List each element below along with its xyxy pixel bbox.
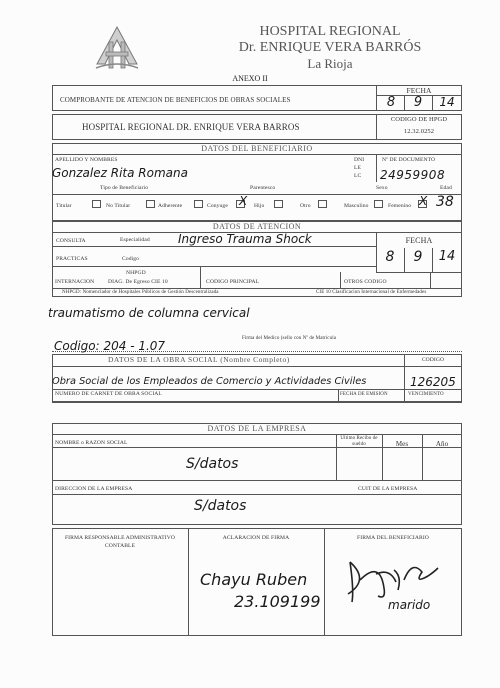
- receipt-title: COMPROBANTE DE ATENCION DE BENEFICIOS DE OBRAS SOCIALES: [60, 96, 291, 104]
- option-masculino: Masculino: [344, 203, 369, 209]
- doc-type-le: LE: [354, 165, 362, 171]
- hospital-name: HOSPITAL REGIONAL DR. ENRIQUE VERA BARROS: [82, 122, 300, 132]
- practicas-label: PRACTICAS: [56, 256, 88, 262]
- annex-title: ANEXO II: [232, 74, 268, 83]
- conyuge-mark: X: [239, 194, 248, 208]
- option-titular: Titular: [56, 203, 72, 209]
- receipt-fecha-label: FECHA: [406, 86, 432, 95]
- social-code-value: 126205: [410, 375, 456, 389]
- admin-signature-label-2: CONTABLE: [104, 543, 136, 549]
- nhpgd-label: NHPGD: [126, 270, 146, 276]
- especialidad-label: Especialidad: [120, 237, 150, 243]
- aclaracion-value-1: Chayu Ruben: [200, 570, 308, 589]
- codigo-principal-label: CODIGO PRINCIPAL: [206, 279, 260, 285]
- recibo-label: Ultimo Recibo de sueldo: [340, 436, 378, 447]
- femenino-mark: X: [419, 194, 428, 208]
- option-otro: Otro: [300, 203, 311, 209]
- medico-signature-label: Firma del Medico (sello con Nº de Matricula: [242, 336, 337, 341]
- aclaracion-value-2: 23.109199: [234, 592, 321, 611]
- sexo-label: Sexo: [376, 185, 388, 191]
- ano-label: Año: [435, 440, 449, 448]
- company-address-value: S/datos: [194, 498, 247, 514]
- beneficiary-name-value: Gonzalez Rita Romana: [52, 166, 188, 180]
- attention-fecha-day: 8: [385, 249, 395, 265]
- especialidad-value: Ingreso Trauma Shock: [178, 232, 312, 246]
- company-name-label: NOMBRE o RAZON SOCIAL: [55, 440, 128, 446]
- social-section-title: DATOS DE LA OBRA SOCIAL (Nombre Completo): [108, 355, 290, 364]
- checkbox-no-titular[interactable]: [146, 200, 155, 208]
- vencimiento-label: VENCIMIENTO: [408, 392, 444, 397]
- hospital-logo-icon: [92, 24, 142, 74]
- company-name-value: S/datos: [186, 456, 239, 472]
- option-femenino: Femenino: [388, 203, 412, 209]
- social-name-value: Obra Social de los Empleados de Comercio y Actividades Civiles: [52, 376, 367, 387]
- doc-type-lc: LC: [354, 173, 362, 179]
- doc-number-value: 24959908: [380, 168, 446, 182]
- beneficiary-section-title: DATOS DEL BENEFICIARIO: [201, 144, 313, 153]
- checkbox-hijo[interactable]: [274, 200, 283, 208]
- parentesco-label: Parentesco: [250, 185, 276, 191]
- codigo-hpgd-value: 12.32.0252: [403, 128, 435, 135]
- name-label: APELLIDO Y NOMBRES: [55, 157, 118, 163]
- emision-label: FECHA DE EMISION: [340, 392, 388, 397]
- hospital-header-line3: La Rioja: [307, 56, 353, 71]
- footnote-nhpgd: NHPGD: Nomenclador de Hospitales Públicos de Gestión Descentralizada: [62, 290, 219, 295]
- company-section-title: DATOS DE LA EMPRESA: [207, 424, 307, 433]
- attention-fecha-label: FECHA: [405, 236, 433, 245]
- diagnosis-code: Codigo: 204 - 1.07: [54, 339, 166, 353]
- edad-label: Edad: [440, 185, 452, 191]
- checkbox-titular[interactable]: [92, 200, 101, 208]
- internacion-label: INTERNACION: [55, 279, 95, 285]
- checkbox-otro[interactable]: [318, 200, 327, 208]
- receipt-fecha-year: 14: [439, 95, 455, 109]
- footnote-cie10: CIE 10 Clasificacion Internacional de Enfermedades: [316, 290, 427, 295]
- hospital-header-line2: Dr. ENRIQUE VERA BARRÓS: [238, 40, 422, 55]
- doc-type-dni: DNI: [354, 157, 365, 163]
- company-cuit-label: CUIT DE LA EMPRESA: [358, 486, 418, 492]
- attention-section-title: DATOS DE ATENCION: [212, 222, 302, 231]
- hospital-header-line1: HOSPITAL REGIONAL: [259, 24, 401, 39]
- company-address-label: DIRECCION DE LA EMPRESA: [55, 486, 133, 492]
- social-codigo-label: CODIGO: [421, 357, 445, 363]
- codigo-hpgd-label: CODIGO DE HPGD: [390, 116, 448, 123]
- option-conyuge: Conyuge: [207, 203, 228, 209]
- carnet-label: NUMERO DE CARNET DE OBRA SOCIAL: [55, 391, 162, 397]
- checkbox-adherente[interactable]: [194, 200, 203, 208]
- aclaracion-label: ACLARACION DE FIRMA: [222, 535, 290, 541]
- option-no-titular: No Titular: [106, 203, 131, 209]
- beneficiary-note: marido: [388, 598, 431, 612]
- company-section: [52, 423, 462, 525]
- diag-label: DIAG. De Egreso CIE 10: [108, 279, 168, 285]
- option-adherente: Adherente: [158, 203, 183, 209]
- age-value: 38: [436, 194, 454, 210]
- otros-codigo-label: OTROS CODIGO: [344, 279, 387, 285]
- receipt-fecha-month: 9: [413, 95, 423, 110]
- beneficiario-signature-label: FIRMA DEL BENEFICIARIO: [357, 535, 429, 541]
- receipt-fecha-day: 8: [386, 95, 396, 110]
- consulta-label: CONSULTA: [56, 238, 86, 244]
- mes-label: Mes: [395, 440, 409, 448]
- codigo-label: Codigo: [122, 256, 140, 262]
- tipo-beneficiario-label: Tipo de Beneficiario: [100, 185, 149, 191]
- doc-number-label: Nº DE DOCUMENTO: [382, 157, 436, 163]
- attention-fecha-month: 9: [413, 249, 423, 265]
- admin-signature-label-1: FIRMA RESPONSABLE ADMINISTRATIVO: [64, 535, 176, 541]
- diagnosis-text: traumatismo de columna cervical: [48, 306, 250, 320]
- attention-fecha-year: 14: [438, 249, 456, 264]
- checkbox-masculino[interactable]: [374, 200, 383, 208]
- option-hijo: Hijo: [254, 203, 265, 209]
